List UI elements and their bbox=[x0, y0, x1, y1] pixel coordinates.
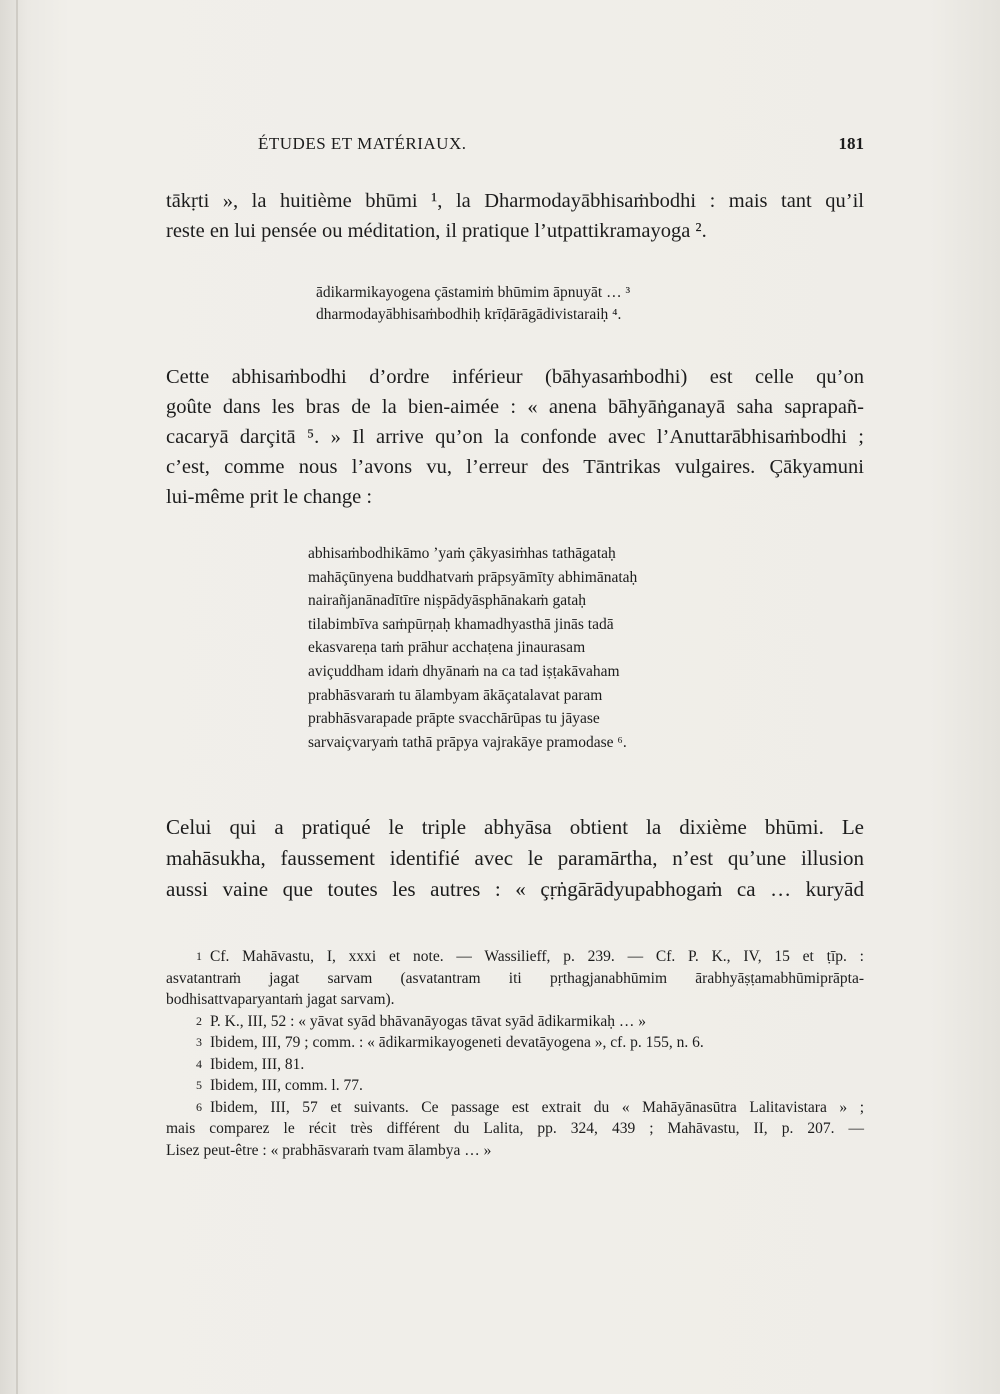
paragraph-2 bbox=[166, 362, 864, 512]
footnote-line: mais comparez le récit très différent du Lalita, pp. 324, 439 ; Mahāvastu, II, p. 207. — bbox=[166, 1120, 864, 1137]
footnote-5 bbox=[166, 1075, 864, 1097]
footnote-number: 5 bbox=[196, 1078, 202, 1092]
footnote-1 bbox=[166, 946, 864, 1011]
footnote-number: 1 bbox=[196, 949, 202, 963]
verse-line: prabhāsvaraṁ tu ālambyam ākāçatalavat param bbox=[308, 686, 603, 704]
text-line: Celui qui a pratiqué le triple abhyāsa obtient la dixième bhūmi. Le bbox=[166, 815, 864, 839]
footnote-text: Ibidem, III, 57 et suivants. Ce passage est extrait du « Mahāyānasūtra Lalitavistara » ; bbox=[210, 1098, 864, 1116]
footnote-line bbox=[166, 1032, 864, 1054]
footnote-3 bbox=[166, 1032, 864, 1054]
verse-line: aviçuddham idaṁ dhyānaṁ na ca tad iṣṭakāvaham bbox=[308, 662, 620, 680]
quote-line: ādikarmikayogena çāstamiṁ bhūmim āpnuyāt … ³ bbox=[316, 284, 631, 301]
footnote-line bbox=[166, 1054, 864, 1076]
footnotes bbox=[166, 946, 864, 1161]
text-line: lui-même prit le change : bbox=[166, 486, 373, 508]
verse-line: tilabimbīva saṁpūrṇaḥ khamadhyasthā jinās tadā bbox=[308, 615, 614, 633]
footnote-text: P. K., III, 52 : « yāvat syād bhāvanāyogas tāvat syād ādikarmikaḥ … » bbox=[210, 1012, 647, 1030]
page-edge bbox=[16, 0, 18, 1394]
text-line: reste en lui pensée ou méditation, il pratique l’utpattikramayoga ². bbox=[166, 220, 707, 242]
paragraph-1 bbox=[166, 186, 864, 246]
footnote-line: Lisez peut-être : « prabhāsvaraṁ tvam ālambya … » bbox=[166, 1141, 492, 1159]
footnote-6 bbox=[166, 1097, 864, 1162]
footnote-line bbox=[166, 946, 864, 968]
footnote-number: 2 bbox=[196, 1013, 202, 1028]
page-number: 181 bbox=[838, 134, 864, 153]
verse-line: nairañjanānadītīre niṣpādyāsphānakaṁ gataḥ bbox=[308, 592, 587, 610]
running-header bbox=[258, 134, 864, 162]
footnote-line: asvatantraṁ jagat sarvam (asvatantram iti pṛthagjanabhūmim ārabhyāṣṭamabhūmiprāpta- bbox=[166, 969, 864, 987]
verse-line: mahāçūnyena buddhatvaṁ prāpsyāmīty abhimānataḥ bbox=[308, 568, 638, 586]
verse-quotation bbox=[308, 542, 637, 754]
footnote-number: 3 bbox=[196, 1035, 202, 1049]
paragraph-3 bbox=[166, 812, 864, 905]
text-line: mahāsukha, faussement identifié avec le paramārtha, n’est qu’une illusion bbox=[166, 846, 864, 870]
footnote-number: 6 bbox=[196, 1099, 202, 1114]
text-line: Cette abhisaṁbodhi d’ordre inférieur (bāhyasaṁbodhi) est celle qu’on bbox=[166, 366, 864, 388]
footnote-text: Cf. Mahāvastu, I, xxxi et note. — Wassilieff, p. 239. — Cf. P. K., IV, 15 et ṭīp. : bbox=[210, 948, 864, 965]
quote-line: dharmodayābhisaṁbodhiḥ krīḍārāgādivistaraiḥ ⁴. bbox=[316, 306, 622, 323]
footnote-line bbox=[166, 1011, 864, 1033]
verse-line: abhisaṁbodhikāmo ’yaṁ çākyasiṁhas tathāgataḥ bbox=[308, 545, 616, 562]
footnote-number: 4 bbox=[196, 1056, 202, 1071]
text-line: c’est, comme nous l’avons vu, l’erreur des Tāntrikas vulgaires. Çākyamuni bbox=[166, 456, 864, 478]
footnote-line bbox=[166, 1097, 864, 1119]
text-line: cacaryā darçitā ⁵. » Il arrive qu’on la confonde avec l’Anuttarābhisaṁbodhi ; bbox=[166, 426, 864, 448]
verse-line: ekasvareṇa taṁ prāhur acchaṭena jinaurasam bbox=[308, 639, 586, 657]
footnote-text: Ibidem, III, comm. l. 77. bbox=[210, 1077, 363, 1094]
verse-line: sarvaiçvaryaṁ tathā prāpya vajrakāye pramodase ⁶. bbox=[308, 733, 627, 751]
running-title: ÉTUDES ET MATÉRIAUX. bbox=[258, 134, 467, 153]
verse-line: prabhāsvarapade prāpte svacchārūpas tu jāyase bbox=[308, 710, 600, 728]
footnote-text: Ibidem, III, 81. bbox=[210, 1055, 305, 1073]
footnote-4 bbox=[166, 1054, 864, 1076]
footnote-line bbox=[166, 1075, 864, 1097]
text-line: tākṛti », la huitième bhūmi ¹, la Dharmodayābhisaṁbodhi : mais tant qu’il bbox=[166, 190, 864, 212]
text-line: aussi vaine que toutes les autres : « çṛṅgārādyupabhogaṁ ca … kuryād bbox=[166, 877, 864, 901]
footnote-2 bbox=[166, 1011, 864, 1033]
footnote-line: bodhisattvaparyantaṁ jagat sarvam). bbox=[166, 991, 395, 1008]
footnote-text: Ibidem, III, 79 ; comm. : « ādikarmikayogeneti devatāyogena », cf. p. 155, n. 6. bbox=[210, 1034, 704, 1051]
quote-1 bbox=[316, 282, 630, 326]
text-line: goûte dans les bras de la bien-aimée : « anena bāhyāṅganayā saha saprapañ- bbox=[166, 396, 864, 418]
